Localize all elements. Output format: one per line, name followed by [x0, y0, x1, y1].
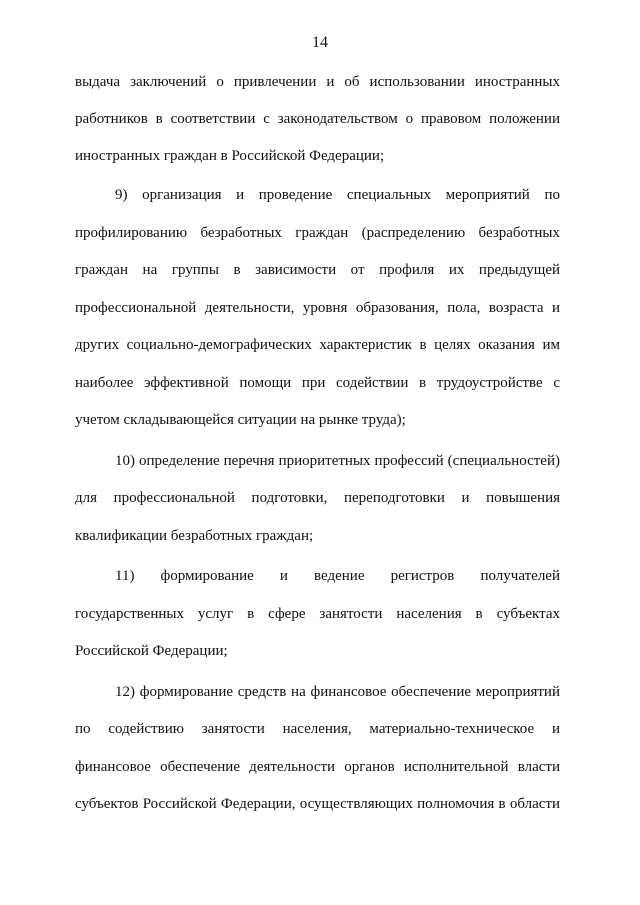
text-line: государственных услуг в сфере занятости населения в субъектах: [75, 605, 560, 622]
text-line: учетом складывающейся ситуации на рынке труда);: [75, 412, 406, 428]
text-line: по содействию занятости населения, материально-техническое и: [75, 721, 560, 737]
text-line: субъектов Российской Федерации, осуществляющих полномочия в области: [75, 796, 560, 812]
text-line: Российской Федерации;: [75, 643, 228, 659]
page-number: 14: [312, 34, 328, 51]
text-line: для профессиональной подготовки, переподготовки и повышения: [75, 490, 560, 506]
paragraph-item-12: [75, 674, 560, 824]
text-line: граждан на группы в зависимости от профиля их предыдущей: [75, 262, 560, 278]
text-line: выдача заключений о привлечении и об использовании иностранных: [75, 74, 560, 90]
text-line: финансовое обеспечение деятельности органов исполнительной власти: [75, 758, 560, 775]
text-line: других социально-демографических характеристик в целях оказания им: [75, 337, 560, 353]
text-line: профессиональной деятельности, уровня образования, пола, возраста и: [75, 299, 560, 316]
paragraph-item-10: [75, 443, 560, 556]
text-line: 12) формирование средств на финансовое обеспечение мероприятий: [115, 683, 560, 700]
document-body: [75, 64, 560, 825]
text-line: иностранных граждан в Российской Федерации;: [75, 148, 385, 164]
text-line: наиболее эффективной помощи при содействии в трудоустройстве с: [75, 374, 560, 391]
text-line: 11) формирование и ведение регистров получателей: [115, 568, 560, 584]
text-line: работников в соответствии с законодательством о правовом положении: [75, 111, 560, 127]
text-line: 10) определение перечня приоритетных профессий (специальностей): [115, 452, 560, 469]
text-line: квалификации безработных граждан;: [75, 527, 314, 544]
paragraph-item-11: [75, 558, 560, 671]
paragraph-continuation: [75, 64, 560, 175]
paragraph-item-9: [75, 177, 560, 440]
text-line: 9) организация и проведение специальных мероприятий по: [115, 187, 560, 203]
text-line: профилированию безработных граждан (распределению безработных: [75, 224, 560, 241]
